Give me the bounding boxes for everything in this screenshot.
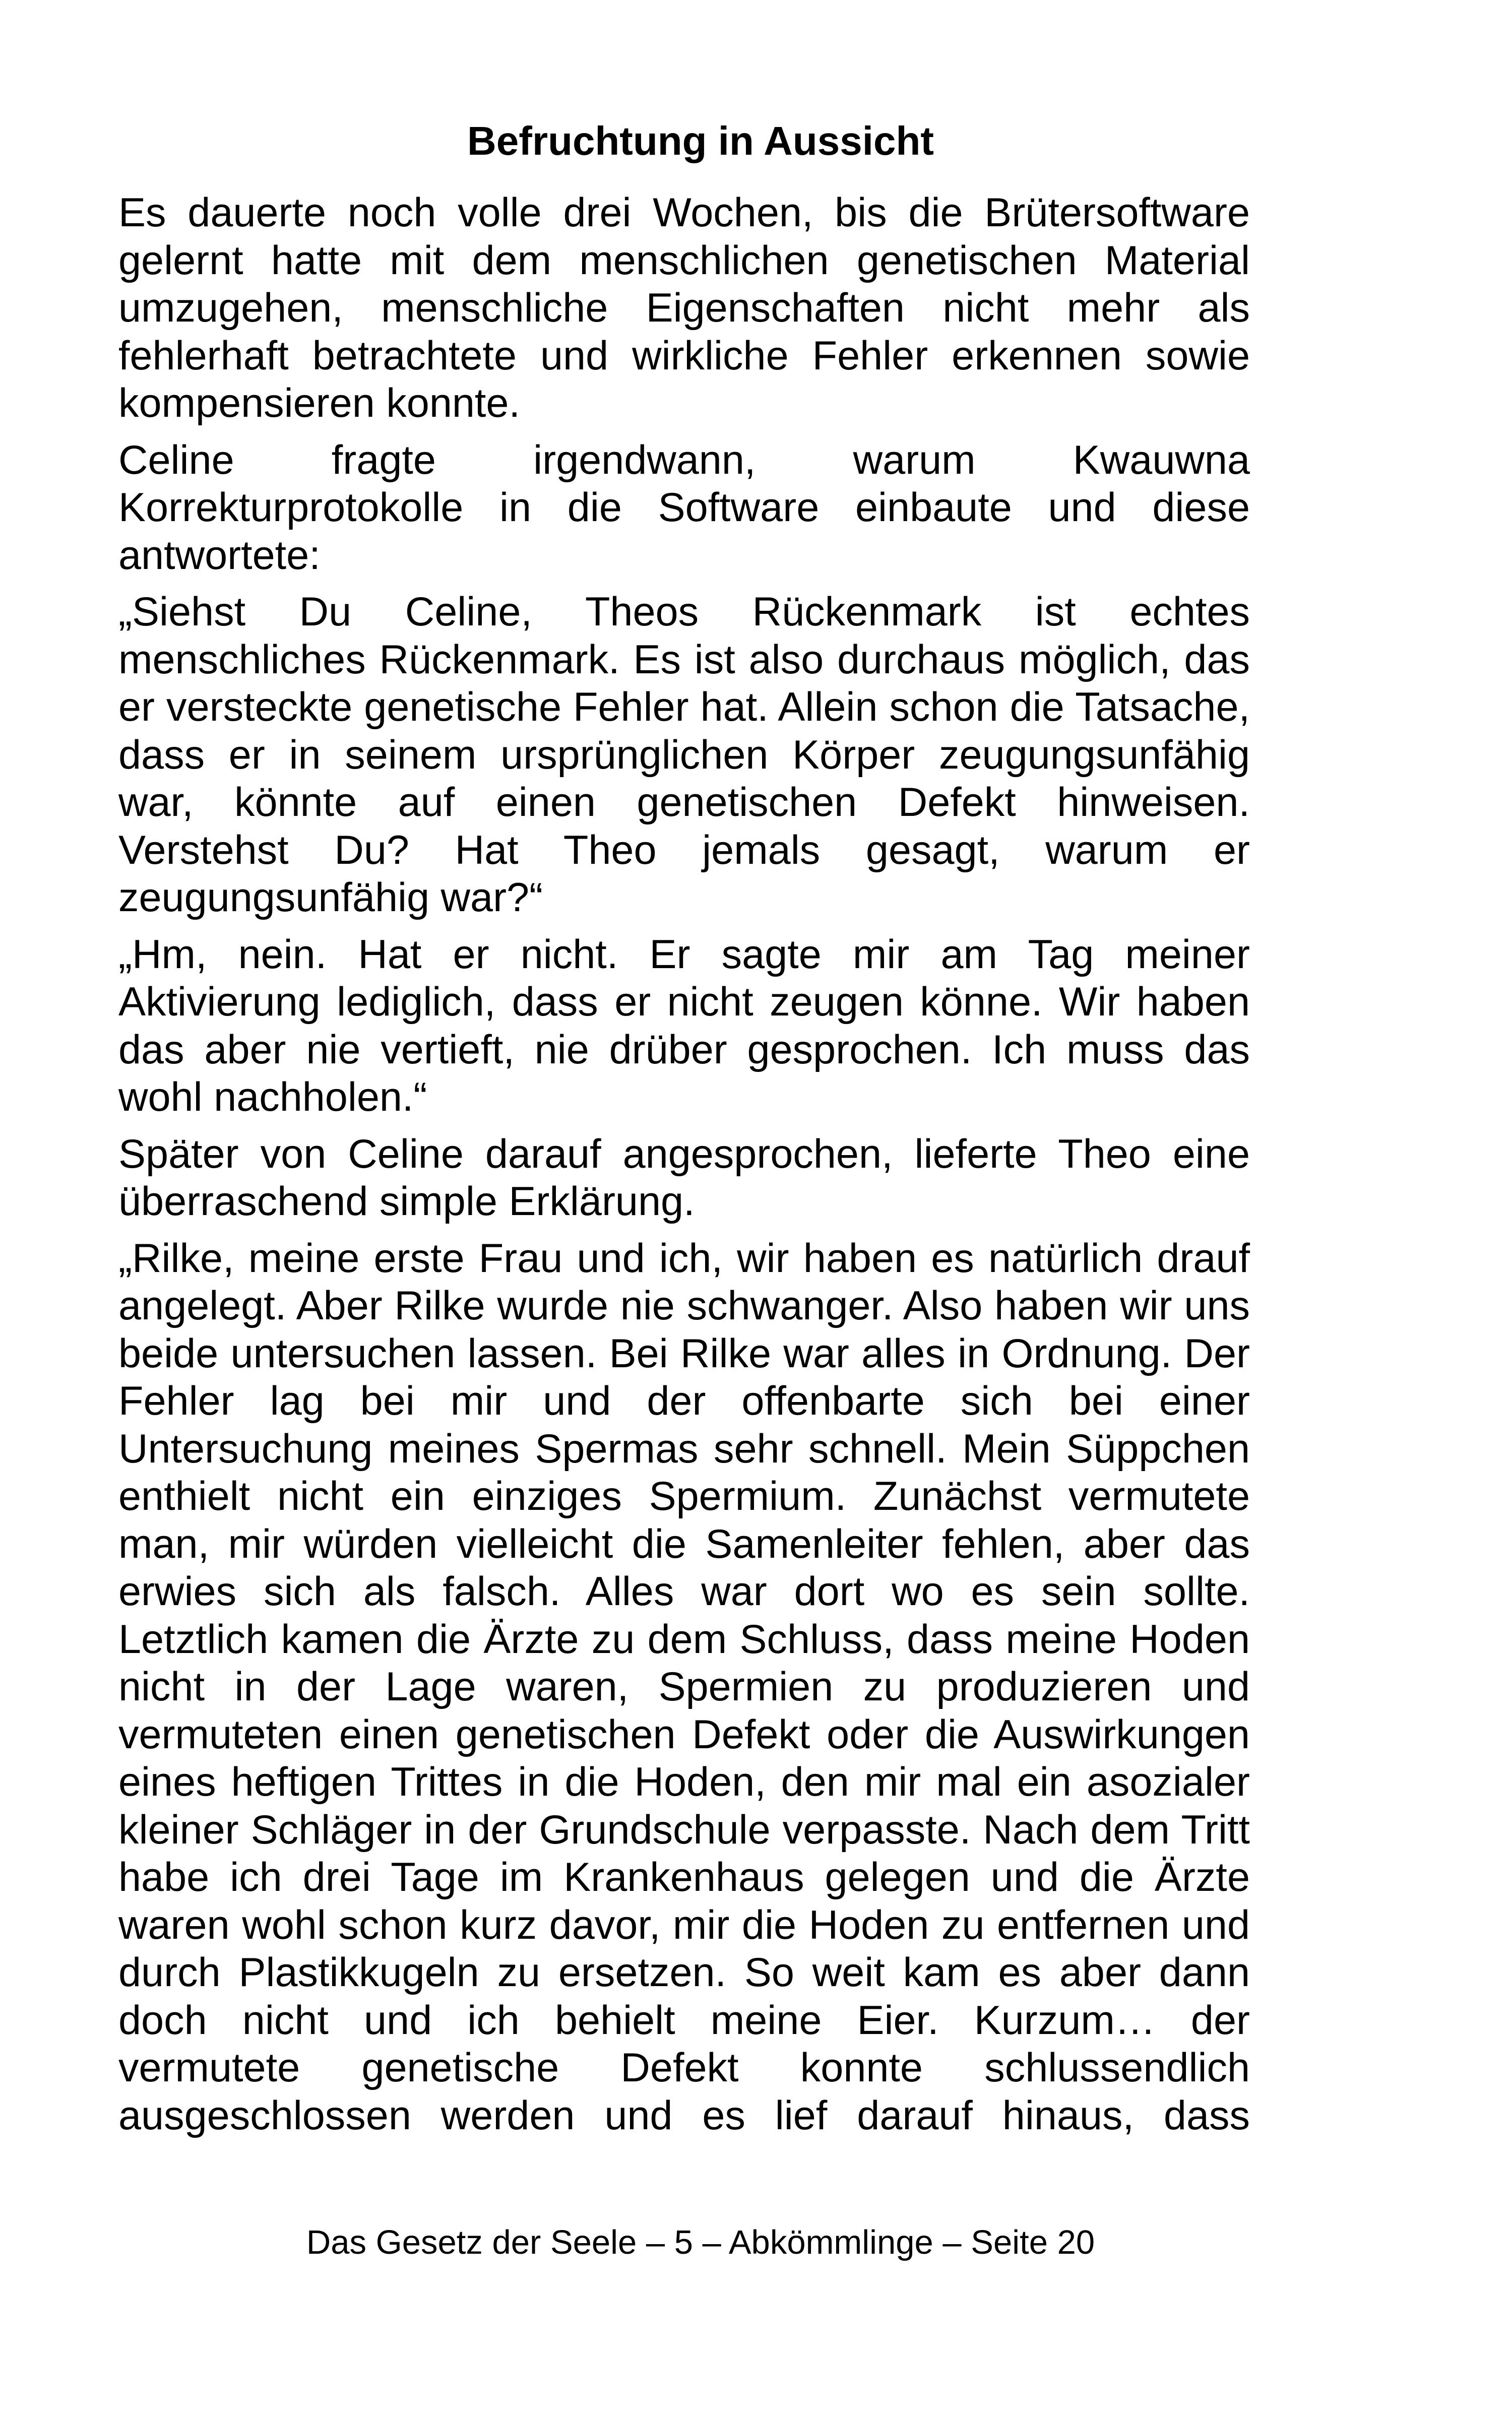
page-footer: Das Gesetz der Seele – 5 – Abkömmlinge – Seite 20 bbox=[306, 2223, 1095, 2261]
paragraph: Es dauerte noch volle drei Wochen, bis die Brütersoftware gelernt hatte mit dem menschlichen genetischen Material umzugehen, menschliche Eigenschaften nicht mehr als fehlerhaft betrachtete und wirkliche Fehler erkennen sowie kompensieren konnte. bbox=[118, 190, 1250, 426]
paragraph: „Hm, nein. Hat er nicht. Er sagte mir am Tag meiner Aktivierung lediglich, dass er nicht zeugen könne. Wir haben das aber nie vertieft, nie drüber gesprochen. Ich muss das wohl nachholen.“ bbox=[118, 931, 1250, 1120]
paragraph: Später von Celine darauf angesprochen, lieferte Theo eine überraschend simple Erklärung. bbox=[118, 1131, 1250, 1224]
paragraph: Celine fragte irgendwann, warum Kwauwna Korrekturprotokolle in die Software einbaute und diese antwortete: bbox=[118, 437, 1250, 578]
paragraph: „Siehst Du Celine, Theos Rückenmark ist echtes menschliches Rückenmark. Es ist also durchaus möglich, das er versteckte genetische Fehler hat. Allein schon die Tatsache, dass er in seinem ursprünglichen Körper zeugungsunfähig war, könnte auf einen genetischen Defekt hinweisen. Verstehst Du? Hat Theo jemals gesagt, warum er zeugungsunfähig war?“ bbox=[118, 589, 1250, 920]
chapter-title: Befruchtung in Aussicht bbox=[467, 118, 934, 163]
paragraph: „Rilke, meine erste Frau und ich, wir haben es natürlich drauf angelegt. Aber Rilke wurde nie schwanger. Also haben wir uns beide untersuchen lassen. Bei Rilke war alles in Ordnung. Der Fehler lag bei mir und der offenbarte sich bei einer Untersuchung meines Spermas sehr schnell. Mein Süppchen enthielt nicht ein einziges Spermium. Zunächst vermutete man, mir würden vielleicht die Samenleiter fehlen, aber das erwies sich als falsch. Alles war dort wo es sein sollte. Letztlich kamen die Ärzte zu dem Schluss, dass meine Hoden nicht in der Lage waren, Spermien zu produzieren und vermuteten einen genetischen Defekt oder die Auswirkungen eines heftigen Trittes in die Hoden, den mir mal ein asozialer kleiner Schläger in der Grundschule verpasste. Nach dem Tritt habe ich drei Tage im Krankenhaus gelegen und die Ärzte waren wohl schon kurz davor, mir die Hoden zu entfernen und durch Plastikkugeln zu ersetzen. So weit kam es aber dann doch nicht und ich behielt meine Eier. Kurzum… der vermutete genetische Defekt konnte schlussendlich ausgeschlossen werden und es lief darauf hinaus, dass bbox=[118, 1235, 1250, 2138]
body-text bbox=[118, 189, 1250, 2139]
